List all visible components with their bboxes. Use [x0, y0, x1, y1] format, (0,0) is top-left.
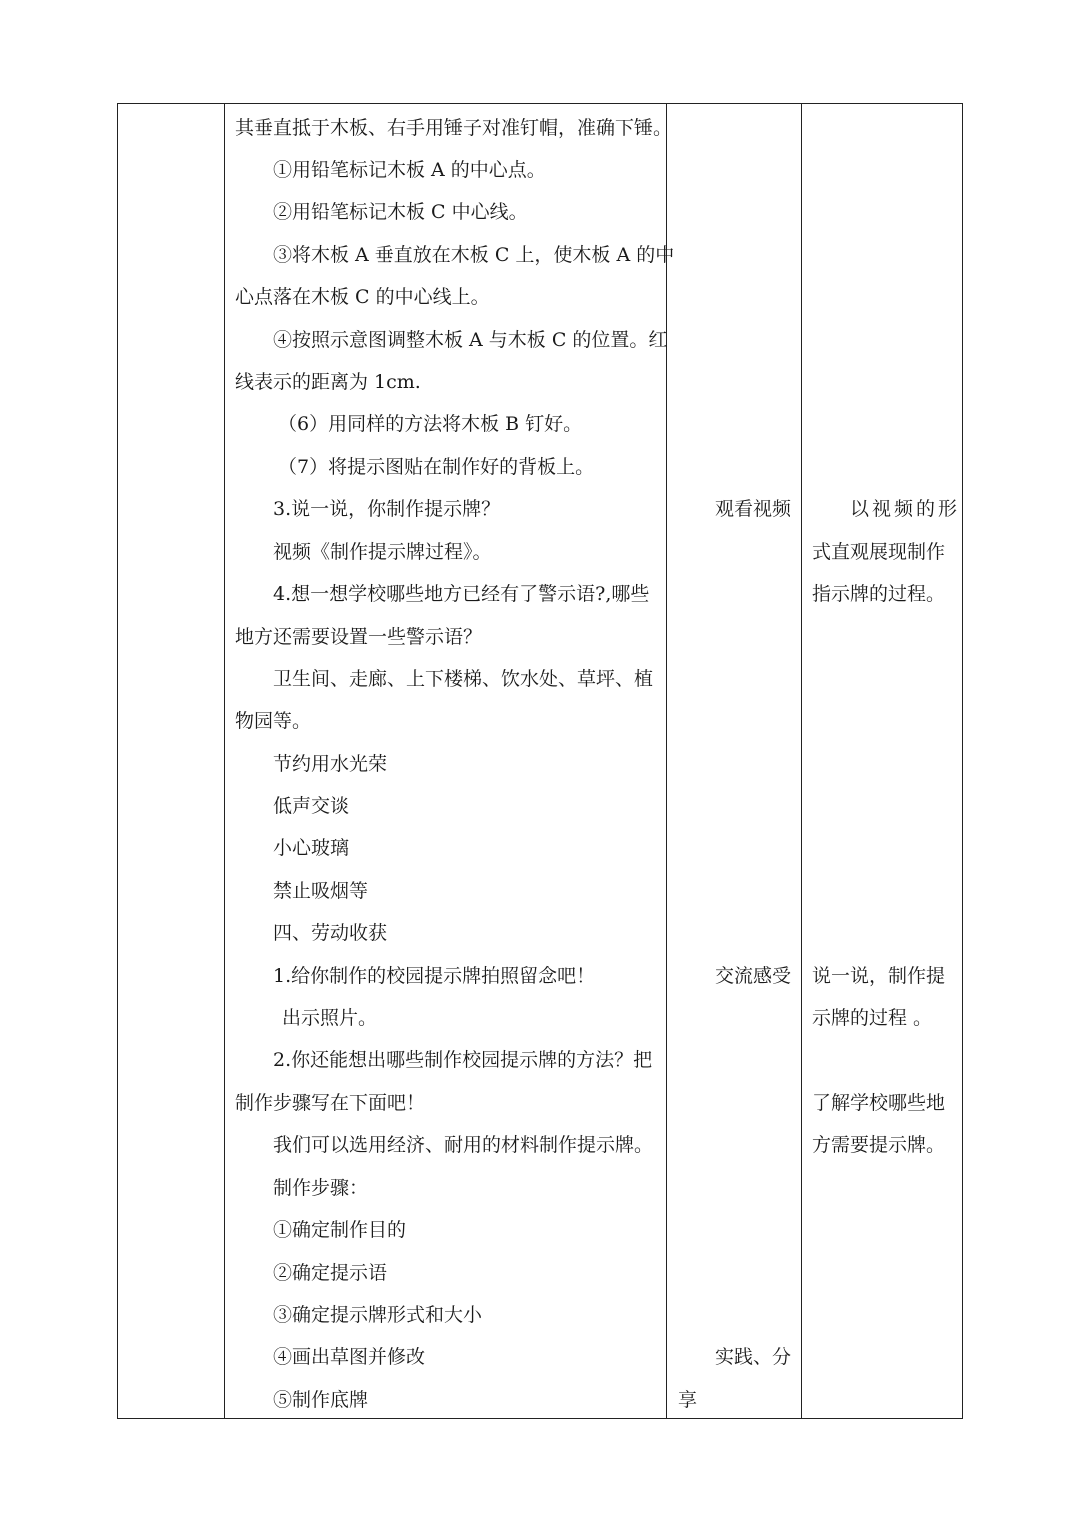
content-line: ⑤制作底牌 [273, 1389, 369, 1411]
content-line: （7）将提示图贴在制作好的背板上。 [278, 456, 595, 478]
content-line: 制作步骤： [273, 1177, 369, 1199]
content-line: 小心玻璃 [273, 837, 350, 859]
content-line: 心点落在木板 C 的中心线上。 [235, 286, 490, 308]
content-line: 3.说一说，你制作提示牌？ [273, 498, 501, 520]
content-line: 视频《制作提示牌过程》。 [273, 541, 492, 563]
student-activity-text: 享 [678, 1389, 698, 1411]
content-line: 物园等。 [235, 710, 312, 732]
column-divider-2 [666, 104, 667, 1418]
student-activity-text: 实践、分 [715, 1346, 792, 1368]
content-line: ③将木板 A 垂直放在木板 C 上，使木板 A 的中 [273, 244, 675, 266]
content-line: ③确定提示牌形式和大小 [273, 1304, 483, 1326]
lesson-table [117, 103, 963, 1419]
content-line: 卫生间、走廊、上下楼梯、饮水处、草坪、植 [273, 668, 654, 690]
content-line: 线表示的距离为 1cm. [235, 371, 421, 393]
content-line: 4.想一想学校哪些地方已经有了警示语?,哪些 [273, 583, 650, 605]
content-line: 2.你还能想出哪些制作校园提示牌的方法？把 [273, 1049, 653, 1071]
content-line: ①确定制作目的 [273, 1219, 407, 1241]
content-line: ②用铅笔标记木板 C 中心线。 [273, 201, 528, 223]
content-line: 制作步骤写在下面吧！ [235, 1092, 426, 1114]
content-line: ②确定提示语 [273, 1262, 388, 1284]
design-intent-text: 示牌的过程 。 [812, 1007, 933, 1029]
column-divider-1 [224, 104, 225, 1418]
design-intent-text: 指示牌的过程。 [812, 583, 946, 605]
content-line: （6）用同样的方法将木板 B 钉好。 [278, 413, 583, 435]
design-intent-text: 式直观展现制作 [812, 541, 946, 563]
content-line: 其垂直抵于木板、右手用锤子对准钉帽，准确下锤。 [235, 117, 673, 139]
content-line: 四、劳动收获 [273, 922, 388, 944]
design-intent-text: 了解学校哪些地 [812, 1092, 946, 1114]
content-line: 低声交谈 [273, 795, 350, 817]
design-intent-text: 以视频的形 [850, 498, 961, 520]
design-intent-text: 方需要提示牌。 [812, 1134, 946, 1156]
design-intent-text: 说一说，制作提 [812, 965, 946, 987]
content-line: 禁止吸烟等 [273, 880, 369, 902]
content-line: 出示照片。 [282, 1007, 378, 1029]
content-line: ④画出草图并修改 [273, 1346, 426, 1368]
column-divider-3 [801, 104, 802, 1418]
content-line: 地方还需要设置一些警示语？ [235, 626, 483, 648]
content-line: 我们可以选用经济、耐用的材料制作提示牌。 [273, 1134, 654, 1156]
student-activity-text: 交流感受 [715, 965, 792, 987]
content-line: 节约用水光荣 [273, 753, 388, 775]
content-line: ①用铅笔标记木板 A 的中心点。 [273, 159, 546, 181]
content-line: ④按照示意图调整木板 A 与木板 C 的位置。红 [273, 329, 668, 351]
student-activity-text: 观看视频 [715, 498, 792, 520]
content-line: 1.给你制作的校园提示牌拍照留念吧！ [273, 965, 596, 987]
